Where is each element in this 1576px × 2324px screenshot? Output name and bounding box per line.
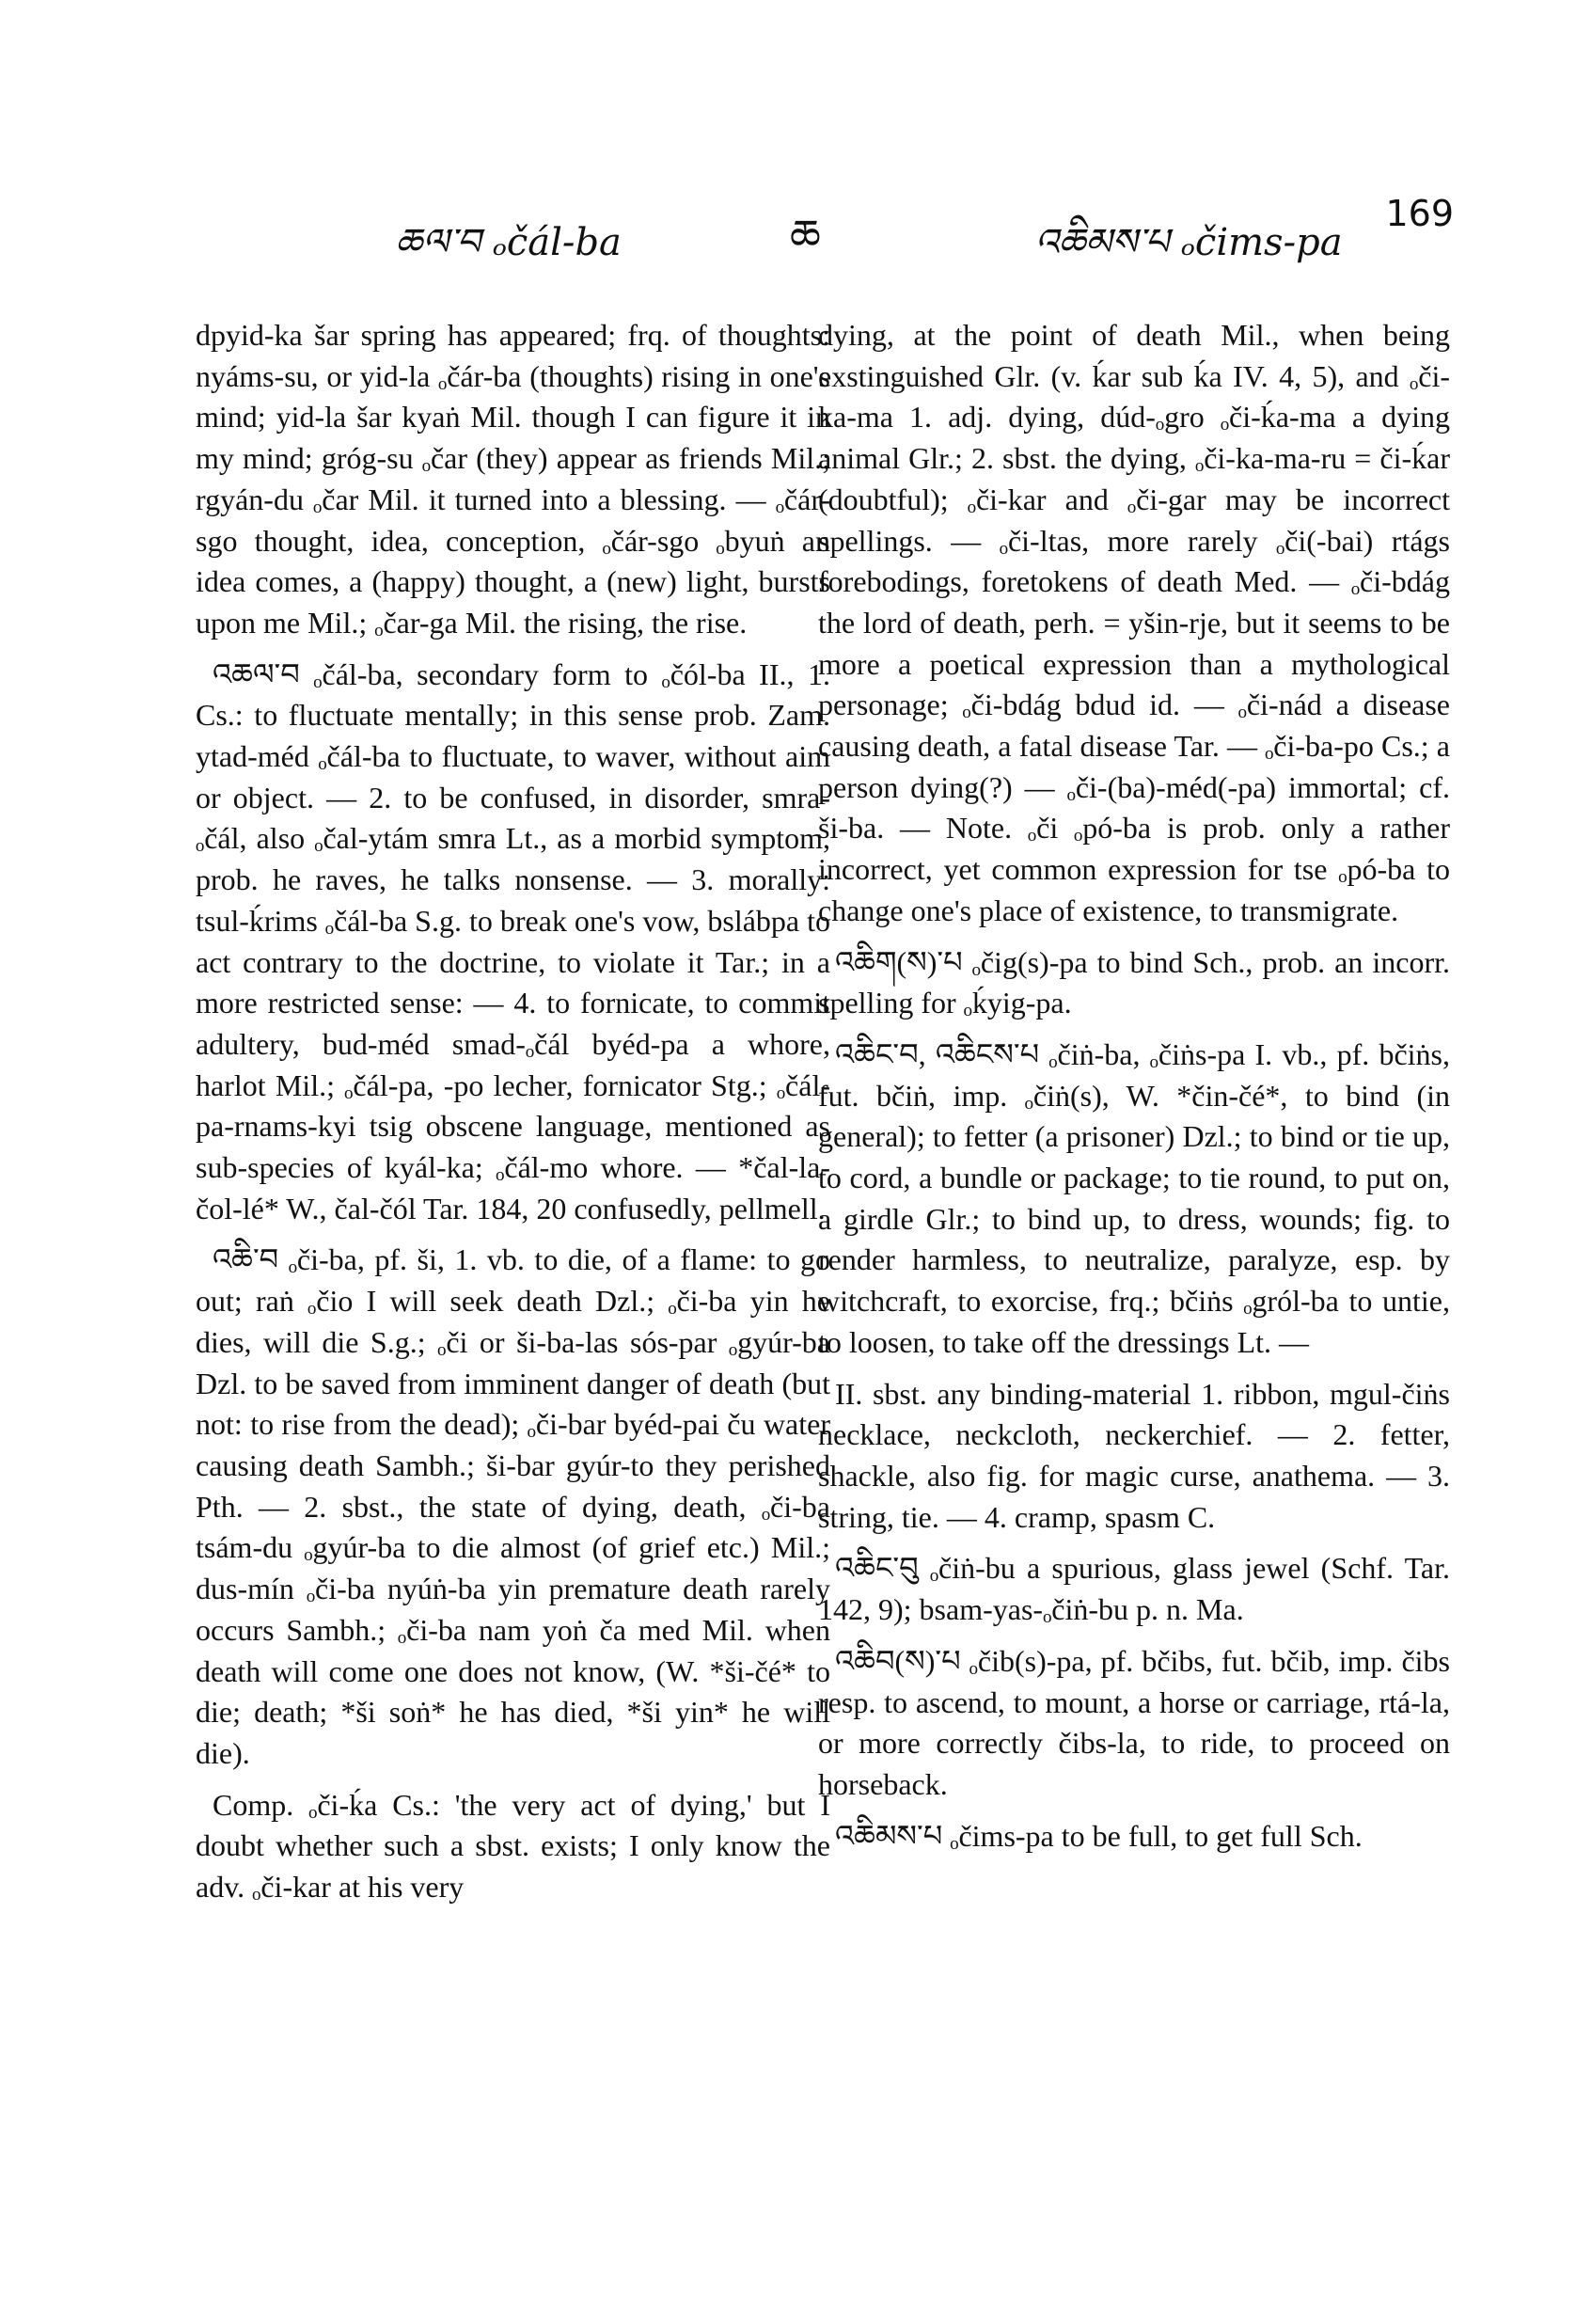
right-column [818, 315, 1450, 1867]
entry-cin-ba-sbst: II. sbst. any binding-material 1. ribbon, mgul-čiṅs necklace, neckcloth, neckerchief. — 2. fetter, shackle, also fig. for magic curse, anathema. — 3. string, tie. — 4. cramp, spasm C. [818, 1376, 1450, 1534]
entry-cig-pa: འཆིག(ས)་པ ₒčig(s)-pa to bind Sch., prob. an incorr. spelling for ₒḱyig-pa. [818, 944, 1450, 1020]
entry-continuation: dpyid-ka šar spring has appeared; frq. of thoughts: nyáms-su, or yid-la ₒčár-ba (thoughts) rising in one's mind; yid-la šar kyaṅ Mil. though I can figure it in my mind; gróg-su ₒčar (they) appear as friends Mil.; rgyán-du ₒčar Mil. it turned into a blessing. — ₒčár-sgo thought, idea, conception, ₒčár-sgo ₒbyuṅ an idea comes, a (happy) thought, a (new) light, bursts upon me Mil.; ₒčar-ga Mil. the rising, the rise. [196, 318, 830, 640]
running-header-right: འཆིམས་པ ₒčims-pa [1034, 221, 1343, 264]
running-header-left: ཆལ་བ ₒčál-ba [395, 221, 622, 264]
running-header-letter: ཆ [790, 210, 821, 261]
entry-comp: Comp. ₒči-ḱa Cs.: 'the very act of dying,' but I doubt whether such a sbst. exists; I only know the adv. ₒči-kar at his very [196, 1787, 830, 1905]
entry-cin-ba: འཆིང་བ, འཆིངས་པ ₒčiṅ-ba, ₒčiṅs-pa I. vb., pf. bčiṅs, fut. bčiṅ, imp. ₒčiṅ(s), W. *čin-čé*, to bind (in general); to fetter (a prisoner) Dzl.; to bind or tie up, to cord, a bundle or package; to tie round, to put on, a girdle Glr.; to bind up, to dress, wounds; fig. to render harmless, to neutralize, paralyze, esp. by witchcraft, to exorcise, frq.; bčiṅs ₒgról-ba to untie, to loosen, to take off the dressings Lt. — [818, 1036, 1450, 1359]
entry-cin-bu: འཆིང་བུ ₒčiṅ-bu a spurious, glass jewel (Schf. Tar. 142, 9); bsam-yas-ₒčiṅ-bu p. n. Ma. [818, 1551, 1450, 1627]
left-column [196, 315, 830, 1919]
entry-cims-pa: འཆིམས་པ ₒčims-pa to be full, to get full Sch. [835, 1818, 1363, 1853]
entry-continuation-right: dying, at the point of death Mil., when being exstinguished Glr. (v. ḱar sub ḱa IV. 4, 5), and ₒči-ka-ma 1. adj. dying, dúd-ₒgro ₒči-ḱa-ma a dying animal Glr.; 2. sbst. the dying, ₒči-ka-ma-ru = či-ḱar (doubtful); ₒči-kar and ₒči-gar may be incorrect spellings. — ₒči-ltas, more rarely ₒči(-bai) rtágs forebodings, foretokens of death Med. — ₒči-bdág the lord of death, perh. = yšin-rje, but it seems to be more a poetical expression than a mythological personage; ₒči-bdág bdud id. — ₒči-nád a disease causing death, a fatal disease Tar. — ₒči-ba-po Cs.; a person dying(?) — ₒči-(ba)-méd(-pa) immortal; cf. ši-ba. — Note. ₒči ₒpó-ba is prob. only a rather incorrect, yet common expression for tse ₒpó-ba to change one's place of existence, to transmigrate. [818, 318, 1450, 927]
entry-cal-ba: འཆལ་བ ₒčál-ba, secondary form to ₒčól-ba II., 1. Cs.: to fluctuate mentally; in this sense prob. Zam. ytad-méd ₒčál-ba to fluctuate, to waver, without aim or object. — 2. to be confused, in disorder, smra-ₒčál, also ₒčal-ytám smra Lt., as a morbid symptom, prob. he raves, he talks nonsense. — 3. morally: tsul-ḱrims ₒčál-ba S.g. to break one's vow, bslábpa to act contrary to the doctrine, to violate it Tar.; in a more restricted sense: — 4. to fornicate, to commit adultery, bud-méd smad-ₒčál byéd-pa a whore, harlot Mil.; ₒčál-pa, -po lecher, fornicator Stg.; ₒčál-pa-rnams-kyi tsig obscene language, mentioned as sub-species of kyál-ka; ₒčál-mo whore. — *čal-la-čol-lé* W., čal-čól Tar. 184, 20 confusedly, pellmell. [196, 656, 830, 1225]
entry-ci-ba: འཆི་བ ₒči-ba, pf. ši, 1. vb. to die, of a flame: to go out; raṅ ₒčio I will seek death Dzl.; ₒči-ba yin he dies, will die S.g.; ₒči or ši-ba-las sós-par ₒgyúr-ba Dzl. to be saved from imminent danger of death (but not: to rise from the dead); ₒči-bar byéd-pai ču water causing death Sambh.; ši-bar gyúr-to they perished Pth. — 2. sbst., the state of dying, death, ₒči-ba tsám-du ₒgyúr-ba to die almost (of grief etc.) Mil.; dus-mín ₒči-ba nyúṅ-ba yin premature death rarely occurs Sambh.; ₒči-ba nam yoṅ ča med Mil. when death will come one does not know, (W. *ši-čé* to die; death; *ši soṅ* he has died, *ši yin* he will die). [196, 1242, 830, 1770]
page-number: 169 [1385, 193, 1454, 234]
entry-cib-pa: འཆིབ(ས)་པ ₒčib(s)-pa, pf. bčibs, fut. bčib, imp. čibs resp. to ascend, to mount, a horse or carriage, rtá-la, or more correctly čibs-la, to ride, to proceed on horseback. [818, 1643, 1450, 1801]
